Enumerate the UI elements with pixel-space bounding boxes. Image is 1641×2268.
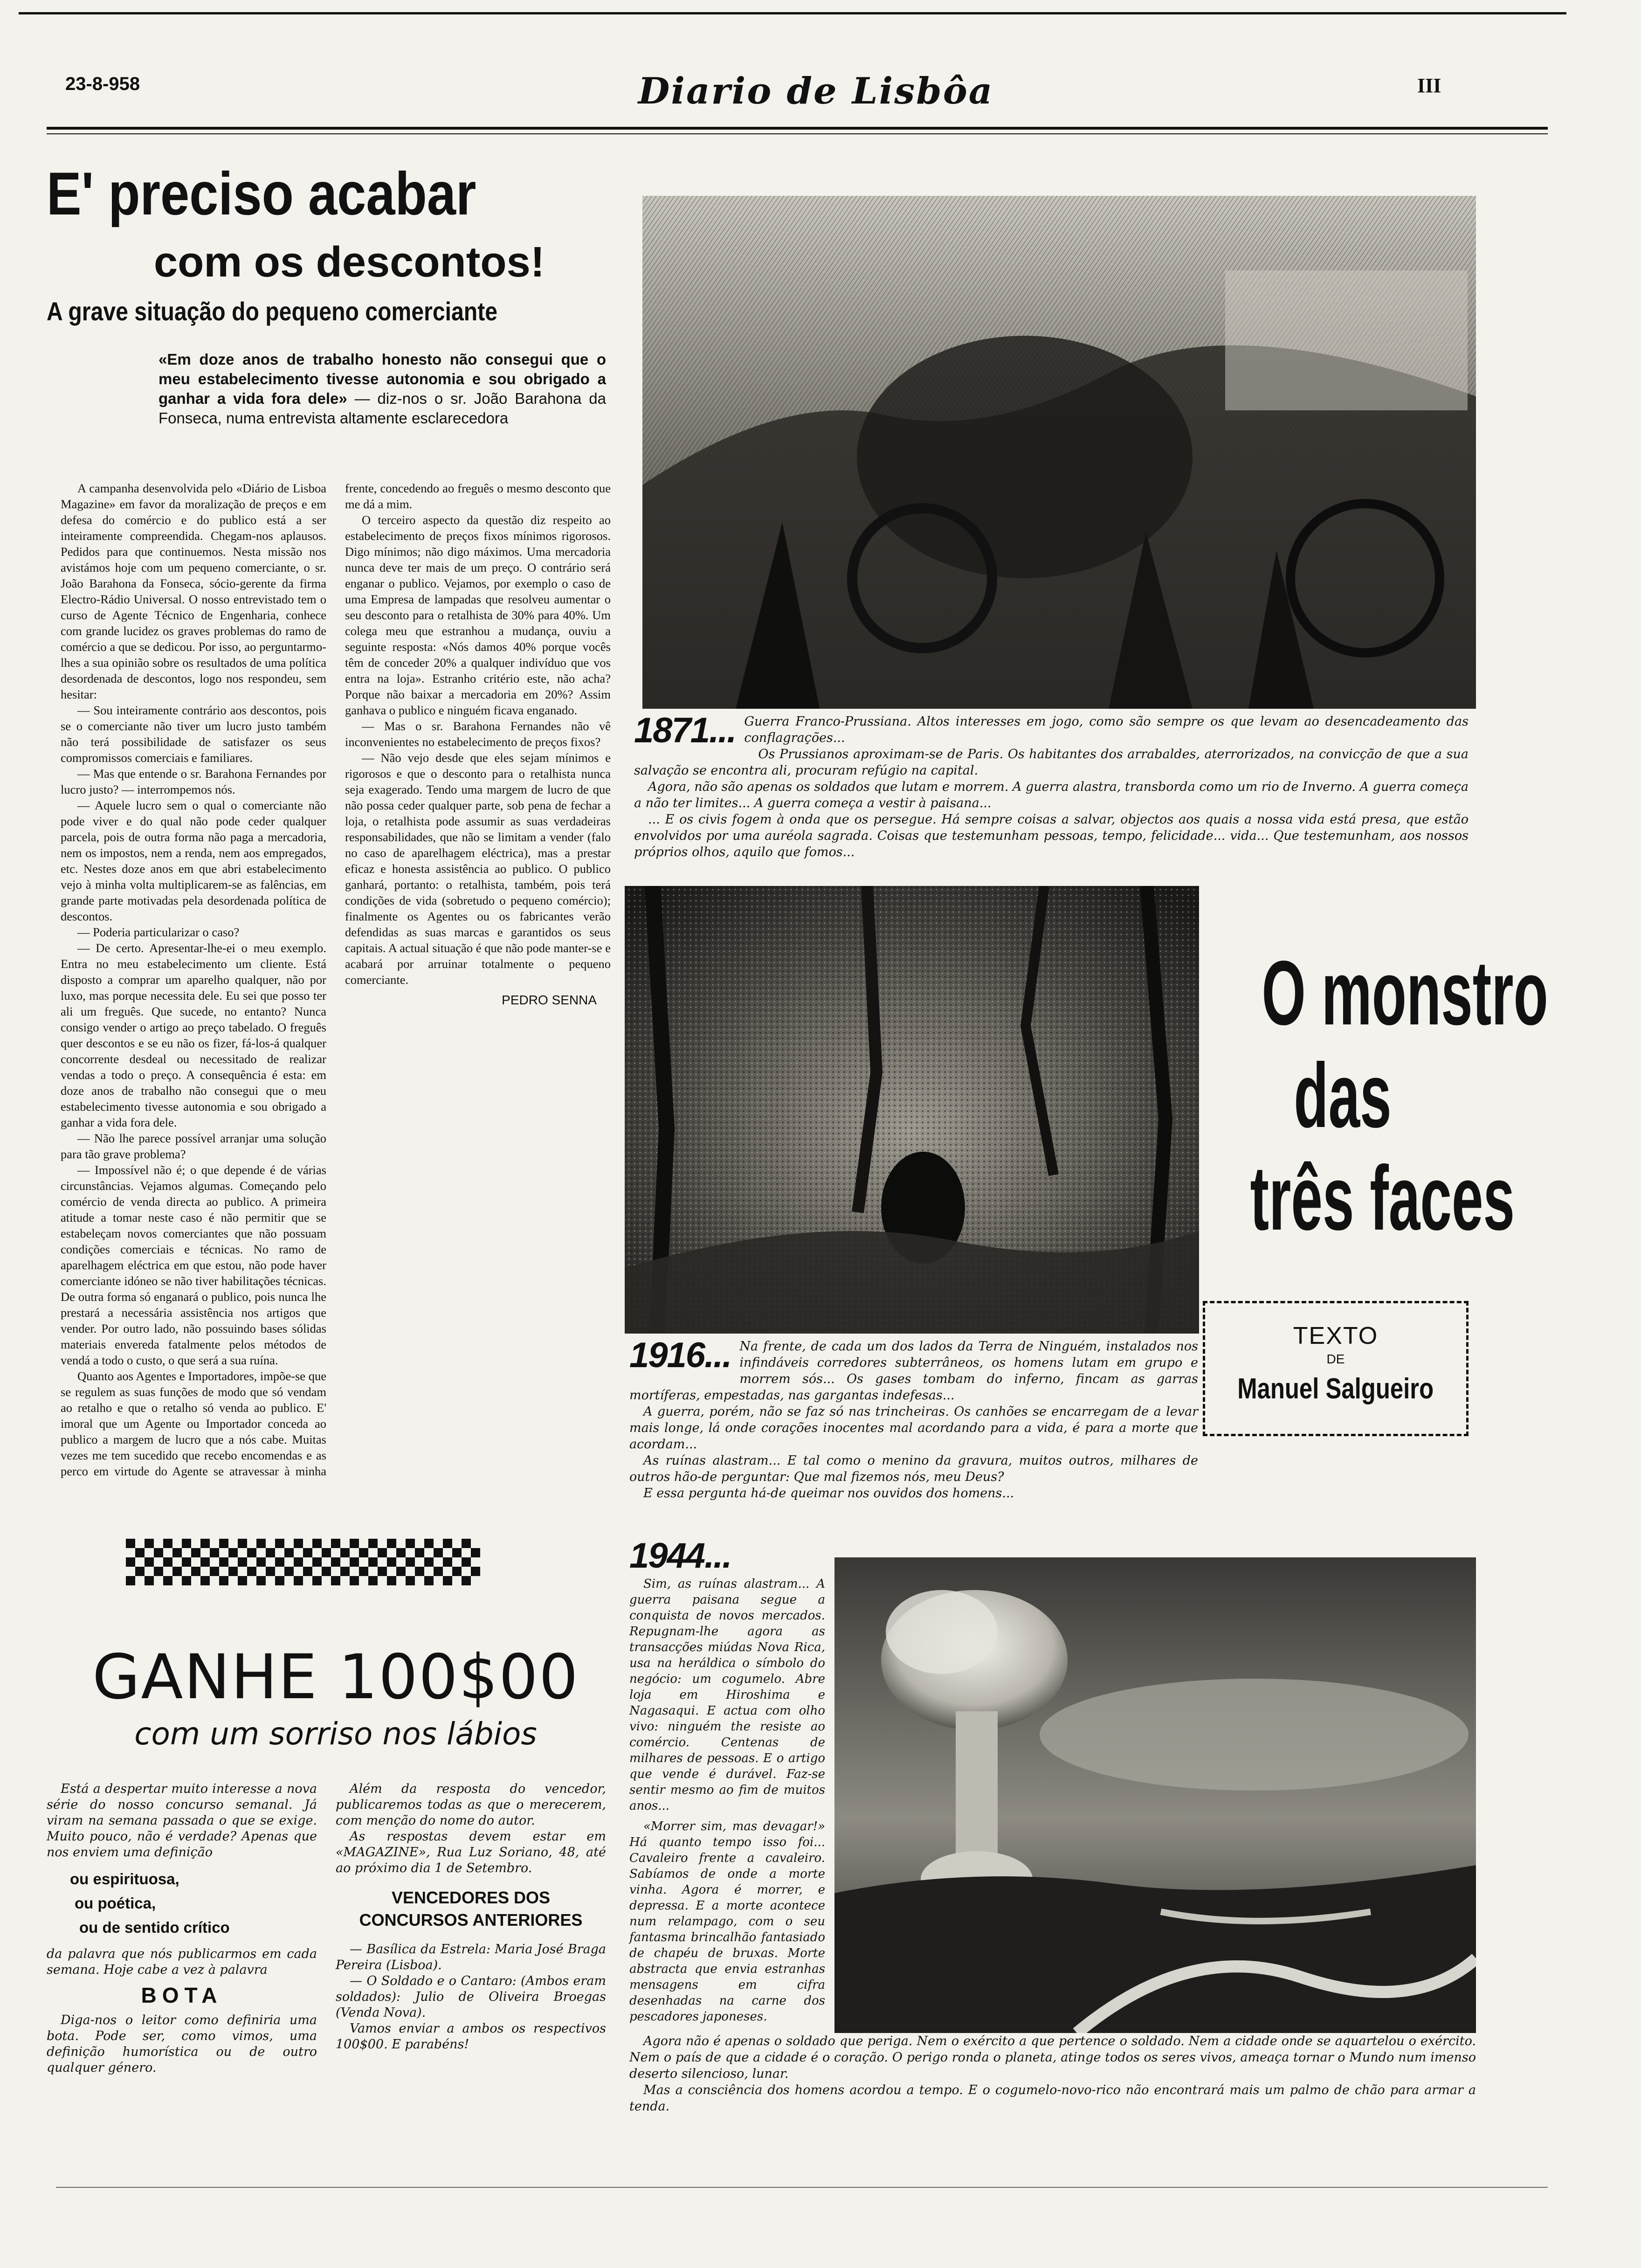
caption-paragraph: Os Prussianos aproximam-se de Paris. Os habitantes dos arrabaldes, aterrorizados, na convicção de que a sua salvação se encontra ali, procuram refúgio na capital. <box>634 747 1469 778</box>
caption-paragraph: Guerra Franco-Prussiana. Altos interesses em jogo, como são sempre os que levam ao desencadeamento das conflagrações... <box>744 714 1469 745</box>
author-box-de: DE <box>1326 1352 1345 1366</box>
caption-paragraph: «Morrer sim, mas devagar!» Há quanto tempo isso foi... Cavaleiro frente a cavaleiro. Sabíamos de onde a morte vinha. Agora é morrer, e depressa. E a morte acontece num relampago, com o seu fantasma brincalhão fantasiado de chapéu de bruxas. Morte abstracta que envia estranhas mensagens em cifra desenhadas na carne dos pescadores japoneses. <box>629 1819 825 2024</box>
body-paragraph: — Mas o sr. Barahona Fernandes não vê inconvenientes no estabelecimento de preços fixos? <box>345 719 611 749</box>
body-paragraph: — Sou inteiramente contrário aos descontos, pois se o comerciante não tiver um lucro justo também não terá possibilidade de satisfazer os seus compromissos comerciais e familiares. <box>61 703 326 765</box>
feature-title-line1: O monstro <box>1262 942 1548 1044</box>
lead-paragraph <box>159 350 606 428</box>
contest-options <box>70 1867 317 1940</box>
headline-line2: com os descontos! <box>154 238 545 286</box>
body-paragraph: — Aquele lucro sem o qual o comerciante não pode viver e do qual não pode ceder qualquer parcela, pois de outra forma não paga a mercadoria, nem os impostos, nem a renda, nem aos empregados, etc. Nestes doze anos em que abri estabelecimento vejo à minha volta multiplicarem-se as falências, em grande parte motivadas pela desordenada política de descontos. <box>61 798 326 923</box>
body-paragraph: — Não vejo desde que eles sejam mínimos e rigorosos e que o desconto para o retalhista nunca seja exagerado. Tendo uma margem de lucro de que não possa ceder qualquer parte, sob pena de fechar a loja, o retalhista pode assumir as suas verdadeiras responsabilidades, que não se limitam a vender (falo no caso de aparelhagem eléctrica), mas a prestar eficaz e honesta assistência ao publico. O publico ganhará, portanto: o retalhista, também, pois terá condições de vida (sobretudo o pequeno comércio); finalmente os Agentes ou os fabricantes verão defendidas as suas marcas e garantidos os seus capitais. A actual situação é que não pode manter-se e acabará por arruinar totalmente o pequeno comerciante. <box>345 751 611 987</box>
contest-address-text: As respostas devem estar em «MAGAZINE», Rua Luz Soriano, 48, até ao próximo dia 1 de Setembro. <box>336 1829 606 1875</box>
body-paragraph: — Mas que entende o sr. Barahona Fernandes por lucro justo? — interrompemos nós. <box>61 767 326 796</box>
subheadline: A grave situação do pequeno comerciante <box>47 297 498 326</box>
article-discounts <box>47 159 625 1511</box>
caption-paragraph: A guerra, porém, não se faz só nas trincheiras. Os canhões se encarregam de a levar mais longe, lá onde corações inocentes mal acordando para a vida, é para a morte que acordam... <box>629 1404 1198 1452</box>
year-1916: 1916... <box>629 1335 731 1375</box>
winner-entry: — O Soldado e o Cantaro: (Ambos eram soldados): Julio de Oliveira Broegas (Venda Nova). <box>336 1974 606 2020</box>
feature-title-line3: três faces <box>1250 1147 1515 1249</box>
headline-line1: E' preciso acabar <box>47 159 476 228</box>
winners-title: VENCEDORES DOS CONCURSOS ANTERIORES <box>359 1888 583 1929</box>
caption-1916 <box>629 1335 1198 1501</box>
contest-rule-text: Além da resposta do vencedor, publicaremos todas as que o merecerem, com menção do nome do autor. <box>336 1782 606 1828</box>
war-refugees-illustration <box>642 196 1476 709</box>
body-paragraph: — Não lhe parece possível arranjar uma solução para tão grave problema? <box>61 1131 326 1161</box>
feature-title-line2: das <box>1294 1044 1392 1147</box>
caption-paragraph: Agora não é apenas o soldado que periga. Nem o exército a que pertence o soldado. Nem a cidade onde se aquartelou o exército. Nem o país de que a cidade é o coração. O perigo ronda o planeta, atinge todos os seres vivos, ameaça tornar o Mundo num imenso deserto silencioso, lunar. <box>629 2034 1476 2081</box>
year-1871: 1871... <box>634 711 736 750</box>
lead-quote: «Em doze anos de trabalho honesto não consegui que o meu estabelecimento tivesse autonomia e sou obrigado a ganhar a vida fora dele» <box>159 351 606 407</box>
top-border <box>19 12 1566 14</box>
contest-col1 <box>47 1781 317 2076</box>
caption-paragraph: Mas a consciência dos homens acordou a tempo. E o cogumelo-novo-rico não encontrará mais um palmo de chão para armar a tenda. <box>629 2083 1476 2114</box>
contest-invite: Diga-nos o leitor como definiria uma bota. Pode ser, como vimos, uma definição humorística ou de outro qualquer género. <box>47 2013 317 2075</box>
caption-paragraph: Na frente, de cada um dos lados da Terra de Ninguém, instalados nos infindáveis corredores subterrâneos, os homens lutam em grupo e morrem sós... Os gases tombam do inferno, fincam as garras mortíferas, empestadas, nas gargantas indefesas... <box>629 1339 1198 1403</box>
body-paragraph: — Poderia particularizar o caso? <box>77 925 240 939</box>
option-item: ou espirituosa, <box>70 1870 179 1888</box>
article-signature: PEDRO SENNA <box>502 993 597 1007</box>
contest-mid: da palavra que nós publicarmos em cada semana. Hoje cabe a vez à palavra <box>47 1947 317 1977</box>
caption-paragraph: As ruínas alastram... E tal como o menino da gravura, muitos outros, milhares de outros hão-de perguntar: Que mal fizemos nós, meu Deus? <box>629 1453 1198 1484</box>
contest-word: BOTA <box>141 1983 223 2007</box>
masthead-rule-bottom <box>47 133 1548 134</box>
caption-1944-wide <box>629 2033 1476 2115</box>
caption-1944 <box>629 1536 825 2025</box>
body-paragraph: O terceiro aspecto da questão diz respeito ao estabelecimento de preços fixos mínimos rigorosos. Digo mínimos; não digo máximos. Uma mercadoria nunca deve ter mais de um preço. O contrário será enganar o publico. Vejamos, por exemplo o caso de uma Empresa de lampadas que resolveu aumentar o seu desconto para o retalhista de 30% para 40%. Um colega meu que estranhou a mudança, ouviu a seguinte resposta: «Nós damos 40% porque vocês têm de conceder 20% a qualquer indivíduo que vos entra na loja». Estranho critério este, não acha? Porque não baixar a mercadoria em 20%? Assim ganhava o publico e ninguém ficava enganado. <box>345 513 611 717</box>
caption-paragraph: ... E os civis fogem à onda que os persegue. Há sempre coisas a salvar, objectos aos quais a nossa vida está presa, que estão envolvidos por uma auréola sagrada. Coisas que testemunham pessoas, tempo, felicidade... vida... Que testemunham, aos nossos próprios olhos, aquilo que fomos... <box>634 812 1469 859</box>
article-body <box>61 480 611 1504</box>
atomic-mushroom-cloud-illustration <box>834 1557 1476 2033</box>
contest-col2 <box>336 1781 606 2053</box>
option-item: ou de sentido crítico <box>79 1919 230 1936</box>
contest-subheadline: com um sorriso nos lábios <box>134 1716 537 1752</box>
photo-1916-image <box>625 886 1199 1334</box>
caption-paragraph: Agora, não são apenas os soldados que lutam e morrem. A guerra alastra, transborda como um rio de Inverno. A guerra começa a não ter limites... A guerra começa a vestir à paisana... <box>634 780 1469 810</box>
author-box <box>1203 1301 1469 1436</box>
author-box-label: TEXTO <box>1293 1322 1379 1349</box>
masthead-title: Diario de Lisbôa <box>638 70 994 112</box>
masthead-date: 23-8-958 <box>65 74 140 94</box>
masthead-rule-top <box>47 127 1548 130</box>
feature-title <box>1212 942 1548 1254</box>
contest-closing: Vamos enviar a ambos os respectivos 100$00. E parabéns! <box>336 2021 606 2052</box>
winner-entry: — Basílica da Estrela: Maria José Braga Pereira (Lisboa). <box>336 1942 606 1972</box>
option-item: ou poética, <box>75 1895 156 1912</box>
body-paragraph: — De certo. Apresentar-lhe-ei o meu exemplo. Entra no meu estabelecimento um cliente. Está disposto a comprar um aparelho qualquer, não por luxo, mas porque necessita dele. Eu sei que posso ter ali um freguês. Que sucede, no entanto? Nunca consigo vender o artigo ao preço tabelado. O freguês quer descontos e se eu não os fizer, fá-los-á qualquer concorrente desdeal ou necessitado de realizar vendas a todo o preço. A consequência é esta: em doze anos de trabalho não consegui que o meu estabelecimento tivesse autonomia e sou obrigado a ganhar a vida fora dele. <box>61 941 326 1129</box>
lead-attribution: — diz-nos o sr. João Barahona da Fonseca, numa entrevista altamente esclarecedora <box>159 390 606 427</box>
author-name: Manuel Salgueiro <box>1237 1373 1434 1405</box>
ruined-forest-illustration <box>625 886 1199 1334</box>
caption-paragraph: E essa pergunta há-de queimar nos ouvidos dos homens... <box>643 1486 1014 1500</box>
body-paragraph: — Impossível não é; o que depende é de várias circunstâncias. Vejamos algumas. Começando pelo comércio de venda directa ao publico. A primeira atitude a tomar neste caso é não permitir que se estabeleçam novos comerciantes que não possuam condições comerciais e técnicas. No ramo de aparelhagem eléctrica em que estou, não pode haver comerciante idóneo se não tiver habilitações técnicas. De outra forma só enganará o publico, pois nunca lhe prestará a necessária assistência nos artigos que vender. Por outro lado, não possuindo bases sólidas materiais envereda fatalmente pelos métodos de vendá a todo o custo, o que será a sua ruína. <box>61 1163 326 1367</box>
masthead-page: III <box>1417 74 1441 97</box>
contest-headline: GANHE 100$00 <box>92 1641 579 1713</box>
bottom-rule <box>56 2187 1548 2188</box>
contest-intro: Está a despertar muito interesse a nova série do nosso concurso semanal. Já viram na semana passada o que se exige. Muito pouco, não é verdade? Apenas que nos enviem uma definição <box>47 1782 317 1860</box>
body-paragraph: Quanto aos Agentes e Importadores, impõe-se que se regulem as suas funções de modo que só vendam ao retalho e que o retalho só venda ao publico. E' imoral que um Agente ou Importador conceda ao publico a margem de lucro que a nós cabe. Muitas vezes me tem sucedido que recebo encomendas e as perco em virtude do Agente se atravessar à minha frente, concedendo ao freguês o mesmo desconto que me dá a mim. <box>61 481 611 1478</box>
engraving-1871-image <box>642 196 1476 709</box>
photo-1944-image <box>834 1557 1476 2033</box>
body-paragraph: A campanha desenvolvida pelo «Diário de Lisboa Magazine» em favor da moralização de preços e em defesa do comércio e do publico está a ser inteiramente compreendida. Chegam-nos aplausos. Pedidos para que continuemos. Nesta missão nos avistámos hoje com um pequeno comerciante, o sr. João Barahona da Fonseca, sócio-gerente da firma Electro-Rádio Universal. O nosso entrevistado tem o curso de Agente Técnico de Engenharia, conhece com grande lucidez os graves problemas do ramo de comércio a que se dedicou. Por isso, ao perguntarmo-lhes a sua opinião sobre os resultados de uma política desordenada de descontos, logo nos respondeu, sem hesitar: <box>61 481 326 701</box>
caption-1871 <box>634 713 1469 860</box>
checkered-banner <box>126 1539 480 1585</box>
caption-paragraph: Sim, as ruínas alastram... A guerra paisana segue a conquista de novos mercados. Repugnam-lhe agora as transacções miúdas Nova Rica, usa na heráldica o símbolo do negócio: um cogumelo. Abre loja em Hiroshima e Nagasaqui. E actua com olho vivo: ninguém the resiste ao comércio. Centenas de milhares de pessoas. E o artigo que vende é durável. Faz-se sentir mesmo ao fim de muitos anos... <box>629 1577 825 1813</box>
year-1944: 1944... <box>629 1536 731 1576</box>
